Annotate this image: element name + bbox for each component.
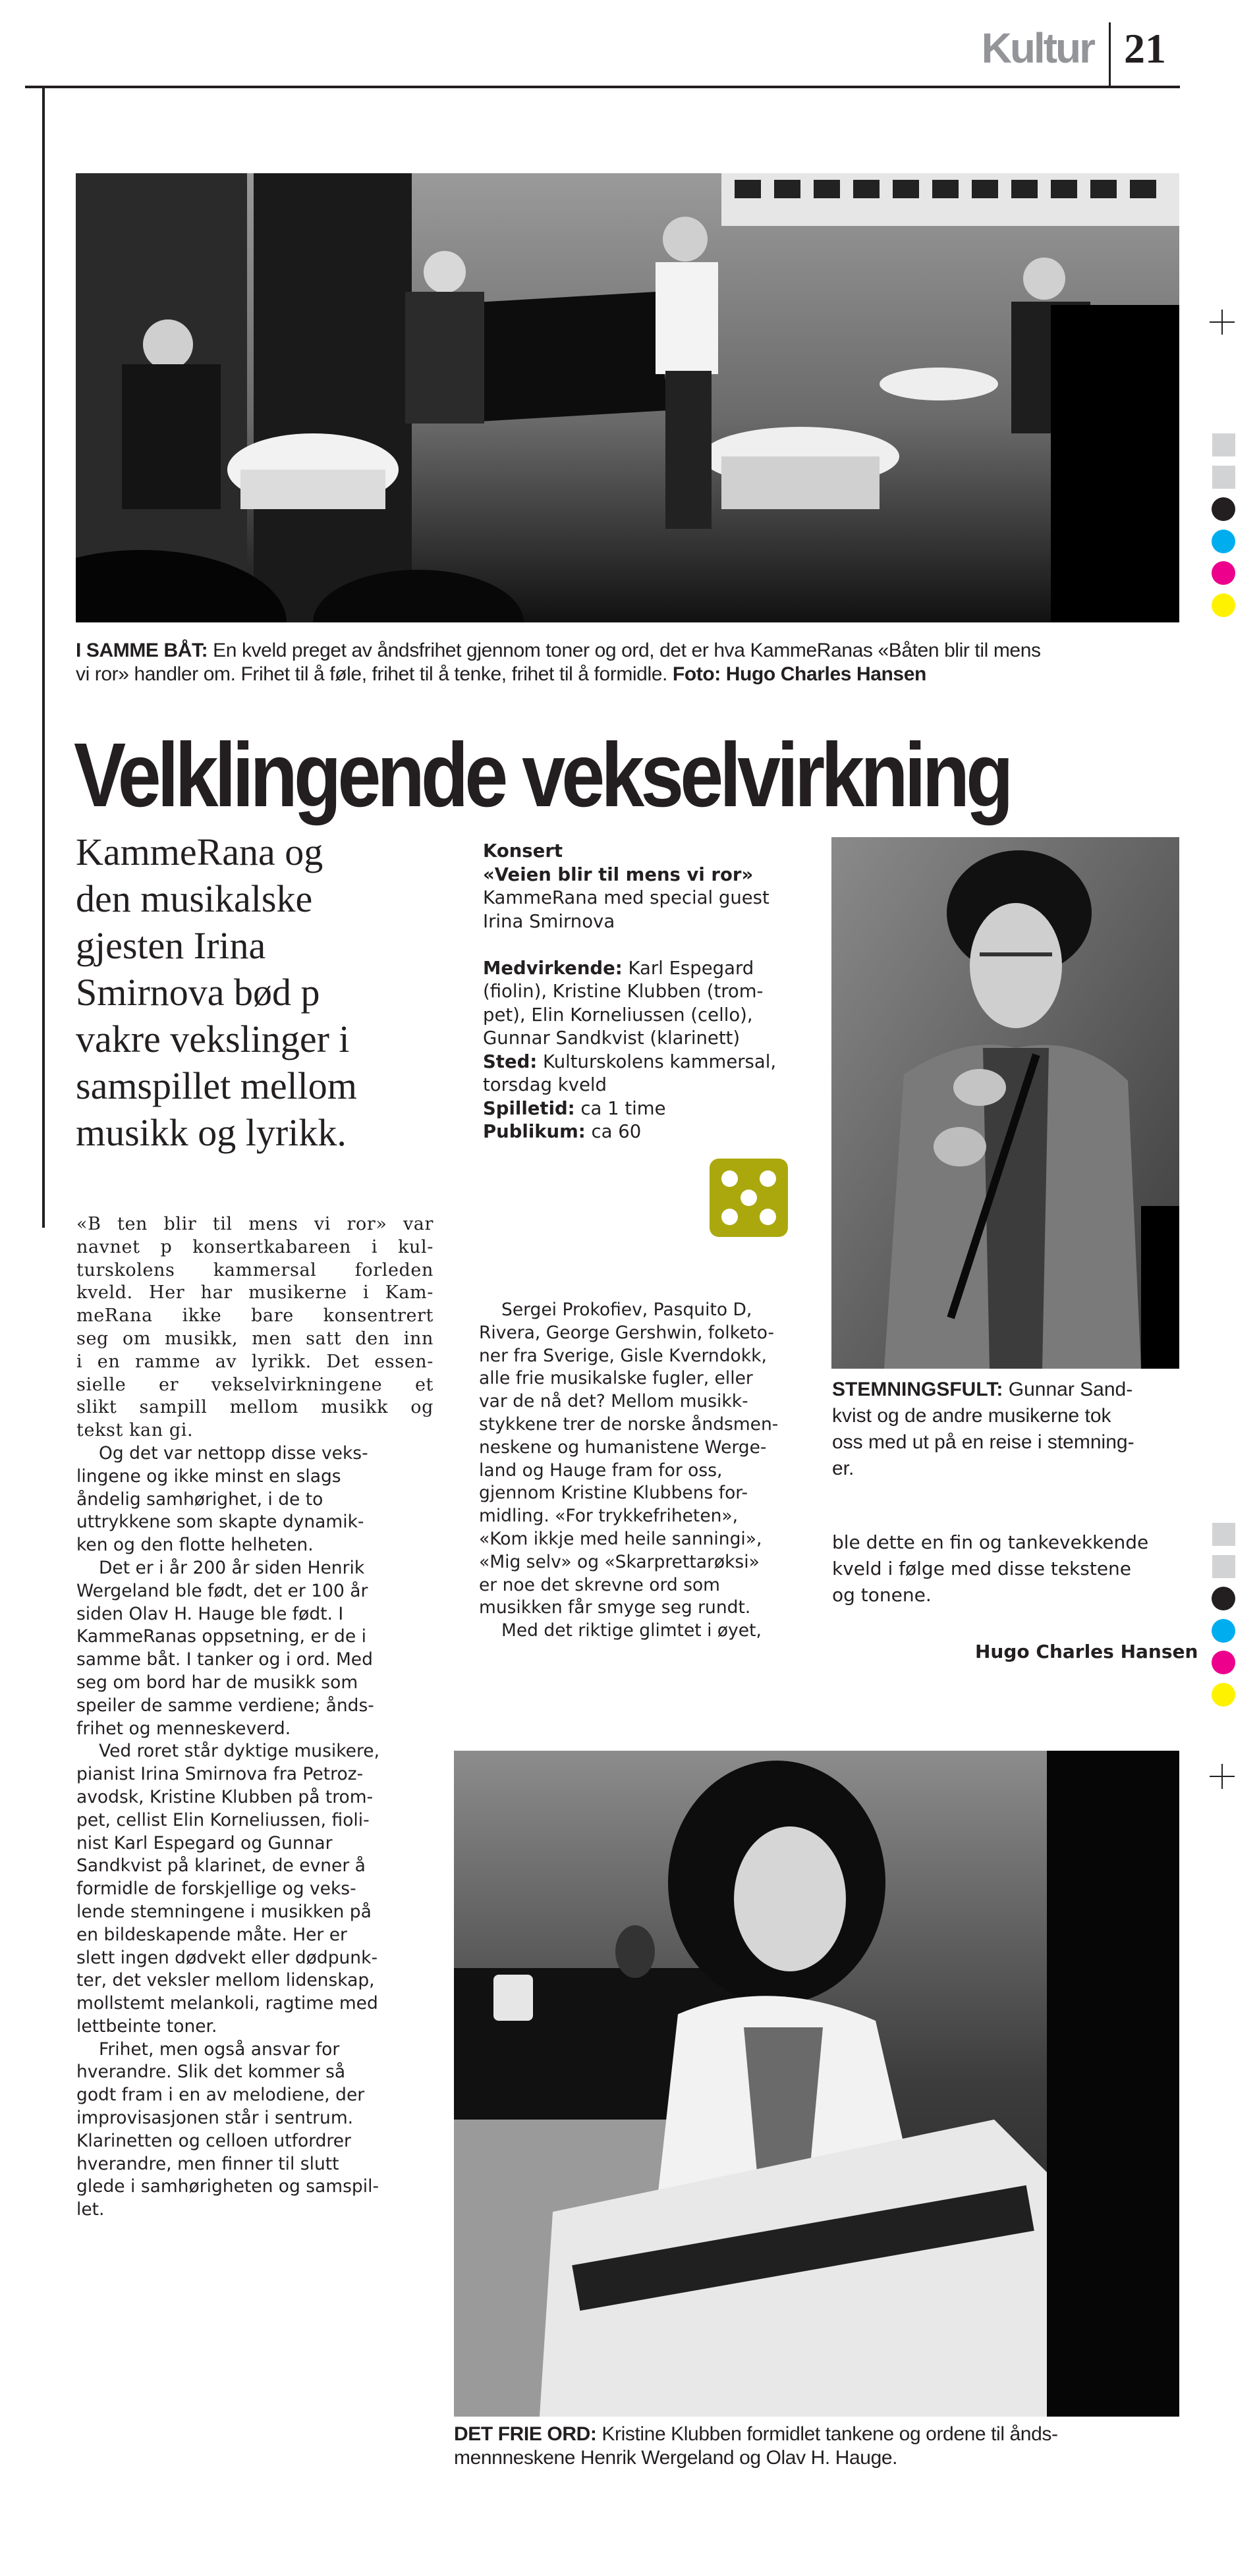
factbox-duration: ca 1 time bbox=[574, 1097, 666, 1119]
body-line: pet, cellist Elin Korneliussen, fioli- bbox=[76, 1809, 370, 1830]
body-line: let. bbox=[76, 2199, 105, 2220]
body-column-3 bbox=[832, 1529, 1181, 1608]
factbox-subtitle: KammeRana med special guest bbox=[483, 887, 769, 908]
registration-square bbox=[1212, 1555, 1235, 1578]
registration-color-dot bbox=[1212, 1683, 1235, 1707]
factbox-venue: Kulturskolens kammersal, bbox=[537, 1051, 777, 1072]
factbox-performers: Gunnar Sandkvist (klarinett) bbox=[483, 1028, 741, 1049]
photo-band-performance bbox=[76, 173, 1179, 622]
factbox-performers: Karl Espegard bbox=[622, 957, 754, 979]
body-line: musikken får smyge seg rundt. bbox=[479, 1597, 751, 1618]
lead-line: musikk og lyrikk. bbox=[76, 1111, 347, 1154]
lead-paragraph bbox=[76, 829, 445, 1156]
body-line: slett ingen dødvekt eller dødpunk- bbox=[76, 1947, 378, 1968]
registration-color-dot bbox=[1212, 1651, 1235, 1674]
factbox-subtitle: Irina Smirnova bbox=[483, 910, 615, 932]
headline: Velklingende vekselvirkning bbox=[74, 725, 1010, 826]
body-line: land og Hauge fram for oss, bbox=[479, 1460, 723, 1481]
body-line: avodsk, Kristine Klubben på trom- bbox=[76, 1786, 374, 1807]
body-line: lingene og ikke minst en slags bbox=[76, 1466, 341, 1487]
body-line: hverandre. Slik det kommer så bbox=[76, 2062, 346, 2083]
body-line: sielle er vekselvirkningene et bbox=[76, 1374, 434, 1395]
factbox-duration-label: Spilletid: bbox=[483, 1097, 575, 1119]
body-line: KammeRanas oppsetning, er de i bbox=[76, 1626, 366, 1647]
body-line: lende stemningene i musikken på bbox=[76, 1901, 372, 1922]
body-line: stykkene trer de norske åndsmen- bbox=[479, 1413, 779, 1435]
dice-pip bbox=[760, 1170, 776, 1187]
body-line: ble dette en fin og tankevekkende bbox=[832, 1531, 1149, 1553]
caption-text: er. bbox=[832, 1458, 854, 1479]
registration-square bbox=[1212, 466, 1235, 489]
fact-box bbox=[483, 840, 812, 1144]
caption-text: oss med ut på en reise i stemning- bbox=[832, 1431, 1134, 1453]
caption-bottom-photo bbox=[454, 2423, 1185, 2470]
caption-text: mennneskene Henrik Wergeland og Olav H. Hauge. bbox=[454, 2447, 898, 2469]
registration-color-dot bbox=[1212, 1619, 1235, 1643]
body-line: en bildeskapende måte. Her er bbox=[76, 1924, 347, 1945]
registration-cross-icon bbox=[1221, 1764, 1223, 1789]
caption-text: Kristine Klubben formidlet tankene og ordene til ånds- bbox=[596, 2423, 1058, 2445]
body-line: meRana ikke bare konsentrert bbox=[76, 1305, 434, 1327]
body-line: «B ten blir til mens vi ror» var bbox=[76, 1214, 434, 1234]
caption-text: kvist og de andre musikerne tok bbox=[832, 1405, 1111, 1427]
body-line: er noe det skrevne ord som bbox=[479, 1574, 720, 1595]
factbox-venue: torsdag kveld bbox=[483, 1074, 607, 1095]
caption-label: STEMNINGSFULT: bbox=[832, 1379, 1003, 1400]
body-line: ken og den flotte helheten. bbox=[76, 1535, 314, 1556]
body-line: siden Olav H. Hauge ble født. I bbox=[76, 1603, 344, 1624]
dice-pip bbox=[721, 1170, 738, 1187]
registration-square bbox=[1212, 1523, 1235, 1546]
factbox-audience-label: Publikum: bbox=[483, 1121, 586, 1142]
body-line: Frihet, men også ansvar for bbox=[99, 2039, 340, 2060]
body-line: kveld i følge med disse tekstene bbox=[832, 1558, 1132, 1579]
registration-color-dot bbox=[1212, 530, 1235, 553]
body-column-2 bbox=[479, 1299, 808, 1643]
lead-line: KammeRana og bbox=[76, 831, 323, 873]
header-rule bbox=[25, 86, 1180, 88]
caption-label: I SAMME BÅT: bbox=[76, 640, 208, 661]
factbox-performers: (fiolin), Kristine Klubben (trom- bbox=[483, 981, 764, 1002]
body-line: Sergei Prokofiev, Pasquito D, bbox=[501, 1300, 752, 1320]
registration-color-dot bbox=[1212, 497, 1235, 521]
factbox-performers-label: Medvirkende: bbox=[483, 957, 623, 979]
body-line: «Kom ikkje med heile sanningi», bbox=[479, 1528, 762, 1549]
body-line: kveld. Her har musikerne i Kam- bbox=[76, 1282, 434, 1303]
body-line: hverandre, men finner til slutt bbox=[76, 2153, 339, 2174]
body-line: improvisasjonen står i sentrum. bbox=[76, 2108, 354, 2129]
photo-credit: Foto: Hugo Charles Hansen bbox=[672, 663, 926, 685]
body-line: Sandkvist på klarinet, de evner å bbox=[76, 1855, 366, 1877]
body-line: lettbeinte toner. bbox=[76, 2015, 217, 2037]
body-line: navnet p konsertkabareen i kul- bbox=[76, 1236, 434, 1257]
caption-text: Gunnar Sand- bbox=[1003, 1379, 1133, 1400]
body-line: Wergeland ble født, det er 100 år bbox=[76, 1580, 368, 1601]
body-line: Med det riktige glimtet i øyet, bbox=[501, 1620, 762, 1641]
body-line: samme båt. I tanker og i ord. Med bbox=[76, 1649, 373, 1670]
registration-color-dot bbox=[1212, 593, 1235, 617]
body-line: speiler de samme verdiene; ånds- bbox=[76, 1695, 374, 1716]
factbox-type: Konsert bbox=[483, 840, 563, 862]
body-line: i en ramme av lyrikk. Det essen- bbox=[76, 1351, 434, 1372]
body-line: ner fra Sverige, Gisle Kverndokk, bbox=[479, 1345, 767, 1366]
body-line: frihet og menneskeverd. bbox=[76, 1718, 291, 1739]
factbox-venue-label: Sted: bbox=[483, 1051, 538, 1072]
body-line: «Mig selv» og «Skarprettarøksi» bbox=[479, 1551, 760, 1572]
body-line: formidle de forskjellige og veks- bbox=[76, 1878, 356, 1900]
registration-cross-icon bbox=[1221, 310, 1223, 335]
body-line: var de nå det? Mellom musikk- bbox=[479, 1391, 748, 1412]
caption-text: vi ror» handler om. Frihet til å føle, frihet til å tenke, frihet til å formidle. bbox=[76, 663, 673, 685]
dice-pip bbox=[741, 1190, 757, 1206]
body-line: uttrykkene som skapte dynamik- bbox=[76, 1512, 364, 1533]
dice-pip bbox=[721, 1209, 738, 1225]
body-line: midling. «For trykkefriheten», bbox=[479, 1506, 739, 1527]
side-rule bbox=[42, 87, 45, 1228]
registration-square bbox=[1212, 433, 1235, 456]
body-line: og tonene. bbox=[832, 1584, 932, 1606]
body-line: seg om musikk, men satt den inn bbox=[76, 1328, 434, 1349]
body-line: ter, det veksler mellom lidenskap, bbox=[76, 1970, 375, 1991]
factbox-performers: pet), Elin Korneliussen (cello), bbox=[483, 1004, 753, 1026]
factbox-audience: ca 60 bbox=[585, 1121, 642, 1142]
body-line: Klarinetten og celloen utfordrer bbox=[76, 2130, 351, 2151]
body-line: tekst kan gi. bbox=[76, 1420, 194, 1441]
photo-reader-with-newspaper bbox=[454, 1751, 1179, 2417]
photo-clarinetist bbox=[831, 837, 1179, 1369]
factbox-title: «Veien blir til mens vi ror» bbox=[483, 863, 754, 885]
byline: Hugo Charles Hansen bbox=[975, 1641, 1198, 1662]
registration-color-dot bbox=[1212, 1587, 1235, 1610]
registration-color-dot bbox=[1212, 561, 1235, 585]
caption-clarinet-photo bbox=[832, 1377, 1181, 1482]
rating-dice-icon bbox=[710, 1159, 788, 1237]
body-line: mollstemt melankoli, ragtime med bbox=[76, 1993, 378, 2014]
caption-top-photo bbox=[76, 639, 1183, 686]
body-line: Ved roret står dyktige musikere, bbox=[99, 1741, 380, 1762]
page-number: 21 bbox=[1124, 25, 1166, 72]
body-line: pianist Irina Smirnova fra Petroz- bbox=[76, 1764, 364, 1785]
lead-line: samspillet mellom bbox=[76, 1064, 357, 1107]
body-line: Det er i år 200 år siden Henrik bbox=[99, 1557, 365, 1578]
body-column-1 bbox=[76, 1213, 434, 2222]
lead-line: gjesten Irina bbox=[76, 924, 266, 967]
body-line: neskene og humanistene Werge- bbox=[479, 1437, 767, 1458]
body-line: godt fram i en av melodiene, der bbox=[76, 2085, 365, 2106]
lead-line: Smirnova bød p bbox=[76, 971, 320, 1014]
body-line: Og det var nettopp disse veks- bbox=[99, 1442, 368, 1464]
body-line: alle frie musikalske fugler, eller bbox=[479, 1368, 753, 1389]
body-line: glede i samhørigheten og samspil- bbox=[76, 2176, 379, 2197]
caption-text: En kveld preget av åndsfrihet gjennom toner og ord, det er hva KammeRanas «Båten blir til mens bbox=[208, 640, 1041, 661]
body-line: Rivera, George Gershwin, folketo- bbox=[479, 1322, 775, 1343]
header-divider bbox=[1109, 22, 1111, 87]
caption-label: DET FRIE ORD: bbox=[454, 2423, 597, 2445]
body-line: åndelig samhørighet, i de to bbox=[76, 1489, 323, 1510]
lead-line: den musikalske bbox=[76, 877, 313, 920]
body-line: gjennom Kristine Klubbens for- bbox=[479, 1483, 748, 1504]
body-line: nist Karl Espegard og Gunnar bbox=[76, 1832, 333, 1853]
lead-line: vakre vekslinger i bbox=[76, 1018, 350, 1060]
dice-pip bbox=[760, 1209, 776, 1225]
body-line: slikt sampill mellom musikk og bbox=[76, 1397, 434, 1418]
body-line: turskolens kammersal forleden bbox=[76, 1259, 434, 1280]
section-label: Kultur bbox=[981, 24, 1094, 72]
body-line: seg om bord har de musikk som bbox=[76, 1672, 358, 1693]
